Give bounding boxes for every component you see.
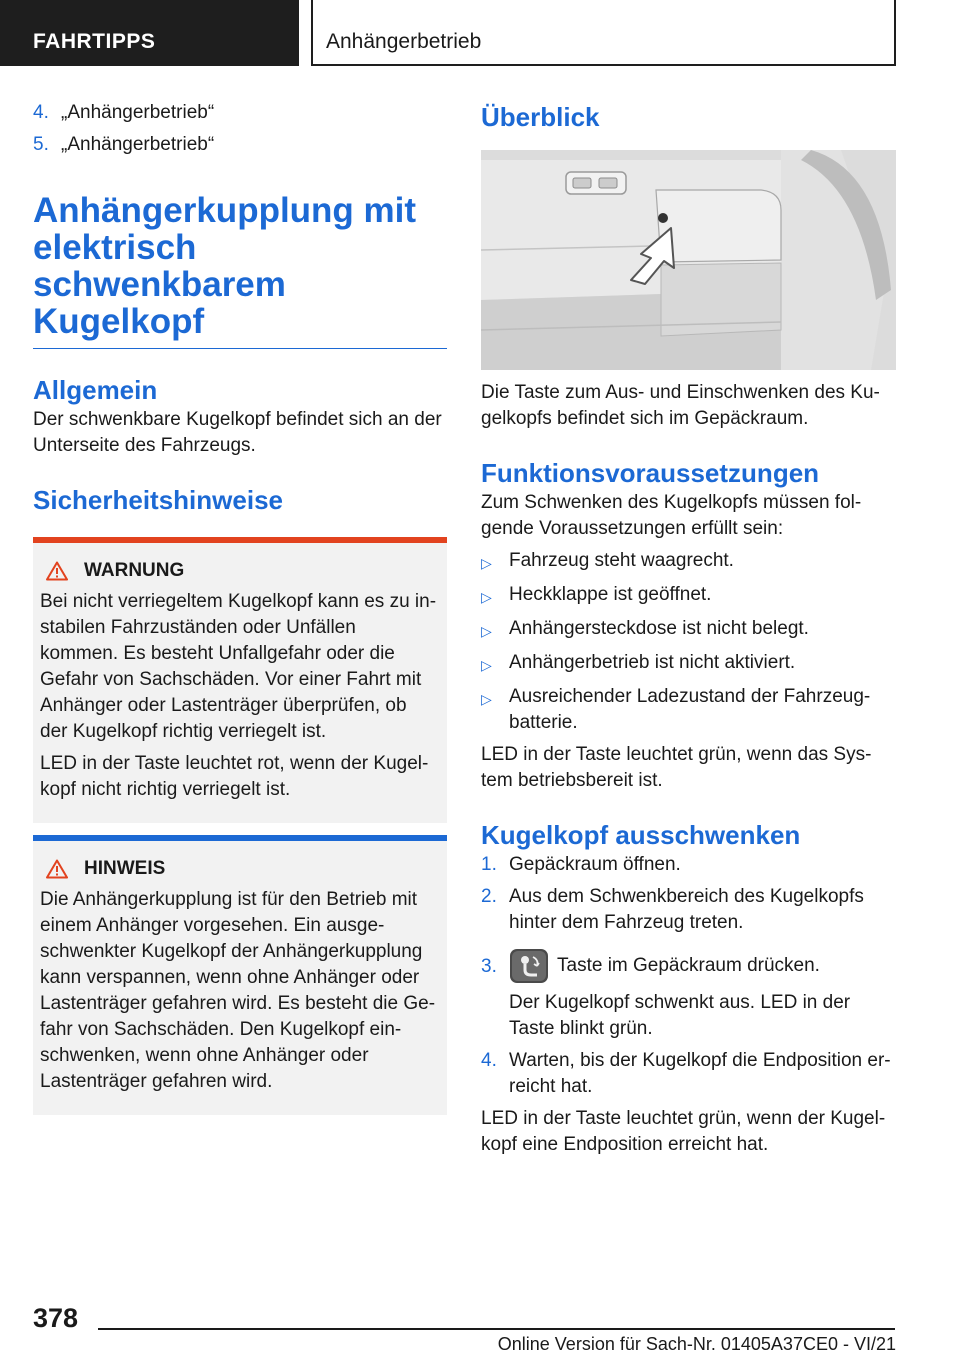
list-item <box>481 582 896 610</box>
hint-box <box>33 835 447 1115</box>
luggage-compartment-drawing <box>481 150 896 370</box>
list-text: Heckklappe ist geöffnet. <box>509 584 712 605</box>
list-item <box>481 650 896 678</box>
step-text: Warten, bis der Kugelkopf die Endposition erreicht hat. <box>509 1050 891 1097</box>
step-number: 4. <box>481 1050 497 1071</box>
bullet-triangle-icon: ▷ <box>481 657 492 673</box>
luggage-compartment-image <box>481 150 896 370</box>
conditions-list <box>481 548 896 736</box>
hint-text: Die Anhängerkupplung ist für den Betrieb mit einem Anhänger vorgesehen. Ein ausgeschwenkter Kugelkopf der Anhängerkupplung kann verspannen, wenn ohne Anhänger oder Lastenträger gefahren wird. Es besteht die Gefahr von Sachschäden. Den Kugelkopf einschwenken, wenn ohne Anhänger oder Lastenträger gefahren wird. <box>40 889 436 1092</box>
list-number: 5. <box>33 134 49 155</box>
trailer-hitch-button-icon <box>509 948 549 984</box>
page-number: 378 <box>33 1303 79 1333</box>
list-text: „Anhängerbetrieb“ <box>61 134 215 155</box>
list-item <box>481 616 896 644</box>
conditions-outro: LED in der Taste leuchtet grün, wenn das System betriebsbereit ist. <box>481 744 872 791</box>
step-item <box>481 1048 896 1100</box>
step-number: 3. <box>481 956 497 977</box>
list-number: 4. <box>33 102 49 123</box>
continued-list <box>33 100 447 158</box>
section-tab <box>0 0 299 66</box>
conditions-intro: Zum Schwenken des Kugelkopfs müssen folgende Voraussetzungen erfüllt sein: <box>481 492 862 539</box>
bullet-triangle-icon: ▷ <box>481 691 492 707</box>
step-number: 1. <box>481 854 497 875</box>
step-subtext: Der Kugelkopf schwenkt aus. LED in der Taste blinkt grün. <box>509 992 851 1039</box>
section-title: FAHRTIPPS <box>33 30 156 53</box>
list-text: Fahrzeug steht waagrecht. <box>509 550 734 571</box>
list-text: Anhängerbetrieb ist nicht aktiviert. <box>509 652 796 673</box>
footer-text: Online Version für Sach-Nr. 01405A37CE0 - VI/21 <box>497 1334 896 1354</box>
warning-led-text: LED in der Taste leuchtet rot, wenn der Kugelkopf nicht richtig verriegelt ist. <box>40 753 429 800</box>
bullet-triangle-icon: ▷ <box>481 623 492 639</box>
bullet-triangle-icon: ▷ <box>481 555 492 571</box>
step-number: 2. <box>481 886 497 907</box>
step-text: Taste im Gepäckraum drücken. <box>557 955 820 977</box>
step-item <box>481 852 896 878</box>
list-text: Anhängersteckdose ist nicht belegt. <box>509 618 809 639</box>
right-column <box>481 100 896 1158</box>
warning-triangle-icon <box>46 561 68 581</box>
left-column <box>33 100 447 1115</box>
chapter-title: Anhängerbetrieb <box>326 30 482 53</box>
list-item <box>33 100 447 126</box>
allgemein-heading: Allgemein <box>33 375 158 405</box>
swing-out-heading: Kugelkopf ausschwenken <box>481 820 801 850</box>
list-item <box>33 132 447 158</box>
step-item <box>481 884 896 936</box>
chapter-heading: Anhängerkupplung mit elektrisch schwenkbarem Kugelkopf <box>33 192 447 349</box>
chapter-tab <box>311 0 896 66</box>
step-item <box>481 948 896 1042</box>
footer-rule <box>98 1328 895 1330</box>
conditions-heading: Funktionsvoraussetzungen <box>481 458 820 488</box>
warning-triangle-icon <box>46 859 68 879</box>
warning-label: WARNUNG <box>84 560 185 581</box>
overview-caption: Die Taste zum Aus- und Einschwenken des Kugelkopfs befindet sich im Gepäckraum. <box>481 382 880 429</box>
list-item <box>481 548 896 576</box>
step-text: Gepäckraum öffnen. <box>509 854 681 875</box>
warning-text: Bei nicht verriegeltem Kugelkopf kann es zu instabilen Fahrzuständen oder Unfällen kommen. Es besteht Unfallgefahr oder die Gefahr von Sachschäden. Vor einer Fahrt mit Anhänger oder Lastenträger überprüfen, ob der Kugelkopf richtig verriegelt ist. <box>40 591 437 742</box>
bullet-triangle-icon: ▷ <box>481 589 492 605</box>
list-text: Ausreichender Ladezustand der Fahrzeugbatterie. <box>509 686 871 733</box>
hint-label: HINWEIS <box>84 858 166 879</box>
overview-heading: Überblick <box>481 102 600 132</box>
warning-box <box>33 537 447 823</box>
list-item <box>481 684 896 736</box>
allgemein-text: Der schwenkbare Kugelkopf befindet sich an der Unterseite des Fahrzeugs. <box>33 409 442 456</box>
swing-out-steps <box>481 852 896 1100</box>
list-text: „Anhängerbetrieb“ <box>61 102 215 123</box>
safety-heading: Sicherheitshinweise <box>33 485 283 515</box>
step-text: Aus dem Schwenkbereich des Kugelkopfs hinter dem Fahrzeug treten. <box>509 886 864 933</box>
swing-out-outro: LED in der Taste leuchtet grün, wenn der Kugelkopf eine Endposition erreicht hat. <box>481 1108 886 1155</box>
